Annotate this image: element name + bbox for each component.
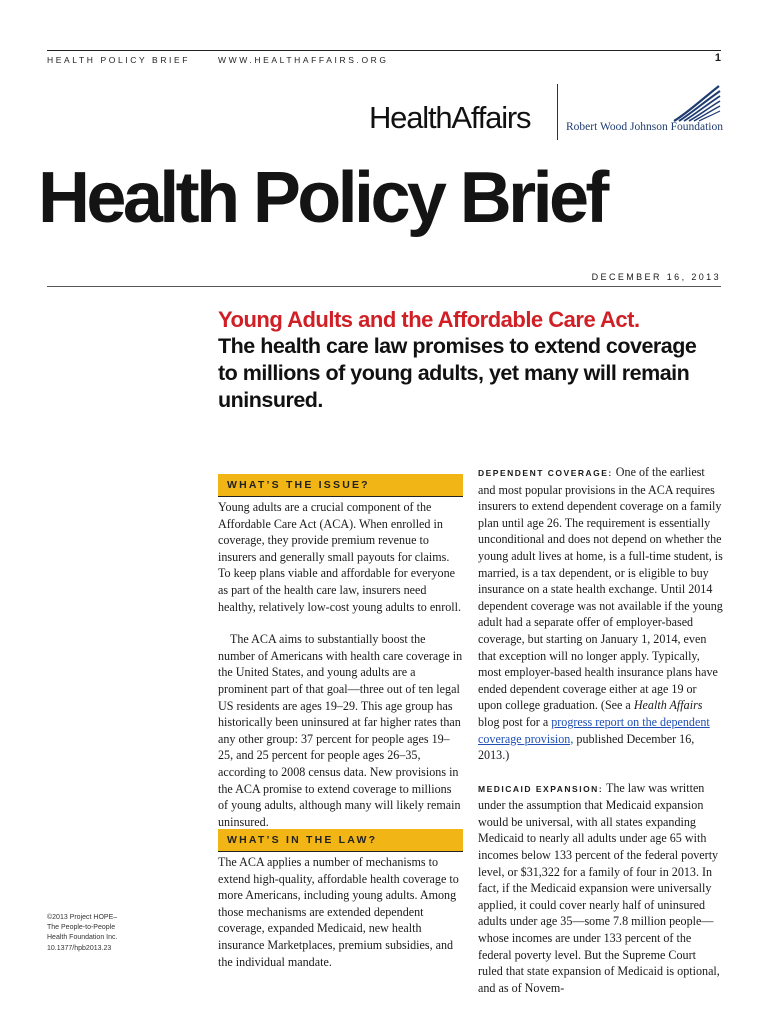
header-url-link[interactable]: WWW.HEALTHAFFAIRS.ORG [218, 55, 389, 65]
headline-red: Young Adults and the Affordable Care Act. [218, 307, 640, 332]
headline-subtitle: The health care law promises to extend coverage to millions of young adults, yet many will remain uninsured. [218, 334, 697, 412]
copyright-notice [47, 913, 167, 954]
publication-date: DECEMBER 16, 2013 [591, 272, 721, 282]
law-body [218, 854, 463, 970]
section-rule-law [218, 851, 463, 852]
issue-body [218, 499, 463, 830]
progress-report-link[interactable]: progress report on the dependent coverage provision, [478, 714, 710, 746]
issue-paragraph-1: Young adults are a crucial component of the Affordable Care Act (ACA). When enrolled in coverage, they provide premium revenue to insurers and generally small payouts for claims. To keep plans viable and affordable for everyone as part of the health care law, insurers need healthy, relatively low-cost young adults to enroll. [218, 500, 462, 614]
medicaid-expansion-lead: MEDICAID EXPANSION: [478, 783, 604, 794]
copyright-line-1: ©2013 Project HOPE– [47, 914, 118, 921]
headline [218, 306, 718, 414]
rwjf-wing-icon [670, 84, 722, 124]
header-section-label: HEALTH POLICY BRIEF [47, 55, 191, 65]
law-paragraph-1: The ACA applies a number of mechanisms to extend high-quality, affordable health coverage to more Americans, including young adults. Among those mechanisms are extended dependent coverage, expanded Medicaid, new health insurance Marketplaces, premium subsidies, and the individual mandate. [218, 855, 459, 969]
section-rule-issue [218, 496, 463, 497]
copyright-line-3: Health Foundation Inc. [47, 934, 118, 942]
logo-divider [557, 84, 558, 140]
journal-name: Health Affairs [633, 698, 703, 713]
copyright-line-2: The People-to-People [47, 924, 116, 932]
doi: 10.1377/hpb2013.23 [47, 944, 112, 952]
title-rule [47, 286, 721, 287]
header-rule [47, 50, 721, 51]
dependent-coverage-paragraph: DEPENDENT COVERAGE: One of the earliest and most popular provisions in the ACA requires insurers to extend dependent coverage on a family plan until age 26. The requirement is essentially unconditional and does not depend on whether the young adult lives at home, is a full-time student, is married, is a tax dependent, or is eligible to buy insurance on a state health exchange. Until 2014 dependent coverage was not available if the young adult had a separate offer of employer-based coverage, but starting on January 1, 2014, even that exception will no longer apply. Typically, most employer-based health insurance plans have ended dependent coverage either at age 19 or upon college graduation. (See a Health Affairs blog post for a progress report on the dependent coverage provision, published December 16, 2013.) [478, 465, 723, 763]
medicaid-expansion-paragraph: MEDICAID EXPANSION: The law was written under the assumption that Medicaid expansion would be universal, with all states expanding Medicaid to nearly all adults under age 65 with incomes below 133 percent of the federal poverty level, or $31,322 for a family of four in 2013. In fact, if the Medicaid expansion were universally applied, it could cover nearly half of uninsured adults under age 35—some 7.8 million people—whose incomes are under 133 percent of the federal poverty level. But the Supreme Court ruled that state expansion of Medicaid is optional, and as of Novem- [478, 780, 720, 995]
health-affairs-logo: HealthAffairs [369, 100, 531, 135]
dependent-coverage-lead: DEPENDENT COVERAGE: [478, 468, 613, 478]
section-bar-issue [218, 474, 463, 496]
page-number: 1 [714, 52, 721, 64]
dependent-coverage-section [478, 464, 723, 996]
section-heading-law: WHAT’S IN THE LAW? [227, 834, 378, 846]
section-heading-issue: WHAT’S THE ISSUE? [227, 479, 370, 491]
issue-paragraph-2: The ACA aims to substantially boost the number of Americans with health care coverage in the United States, and young adults are a prominent part of that goal—three out of ten legal US residents are ages 19–29. This age group has historically been uninsured at far higher rates than any other group: 37 percent for people ages 19–25, and 25 percent for people ages 26–35, according to 2008 census data. New provisions in the ACA promise to extend coverage to millions of young adults, although many will likely remain uninsured. [218, 632, 463, 829]
rwjf-logo-text: Robert Wood Johnson Foundation [566, 121, 723, 133]
section-bar-law [218, 829, 463, 851]
page-title: Health Policy Brief [38, 158, 606, 238]
